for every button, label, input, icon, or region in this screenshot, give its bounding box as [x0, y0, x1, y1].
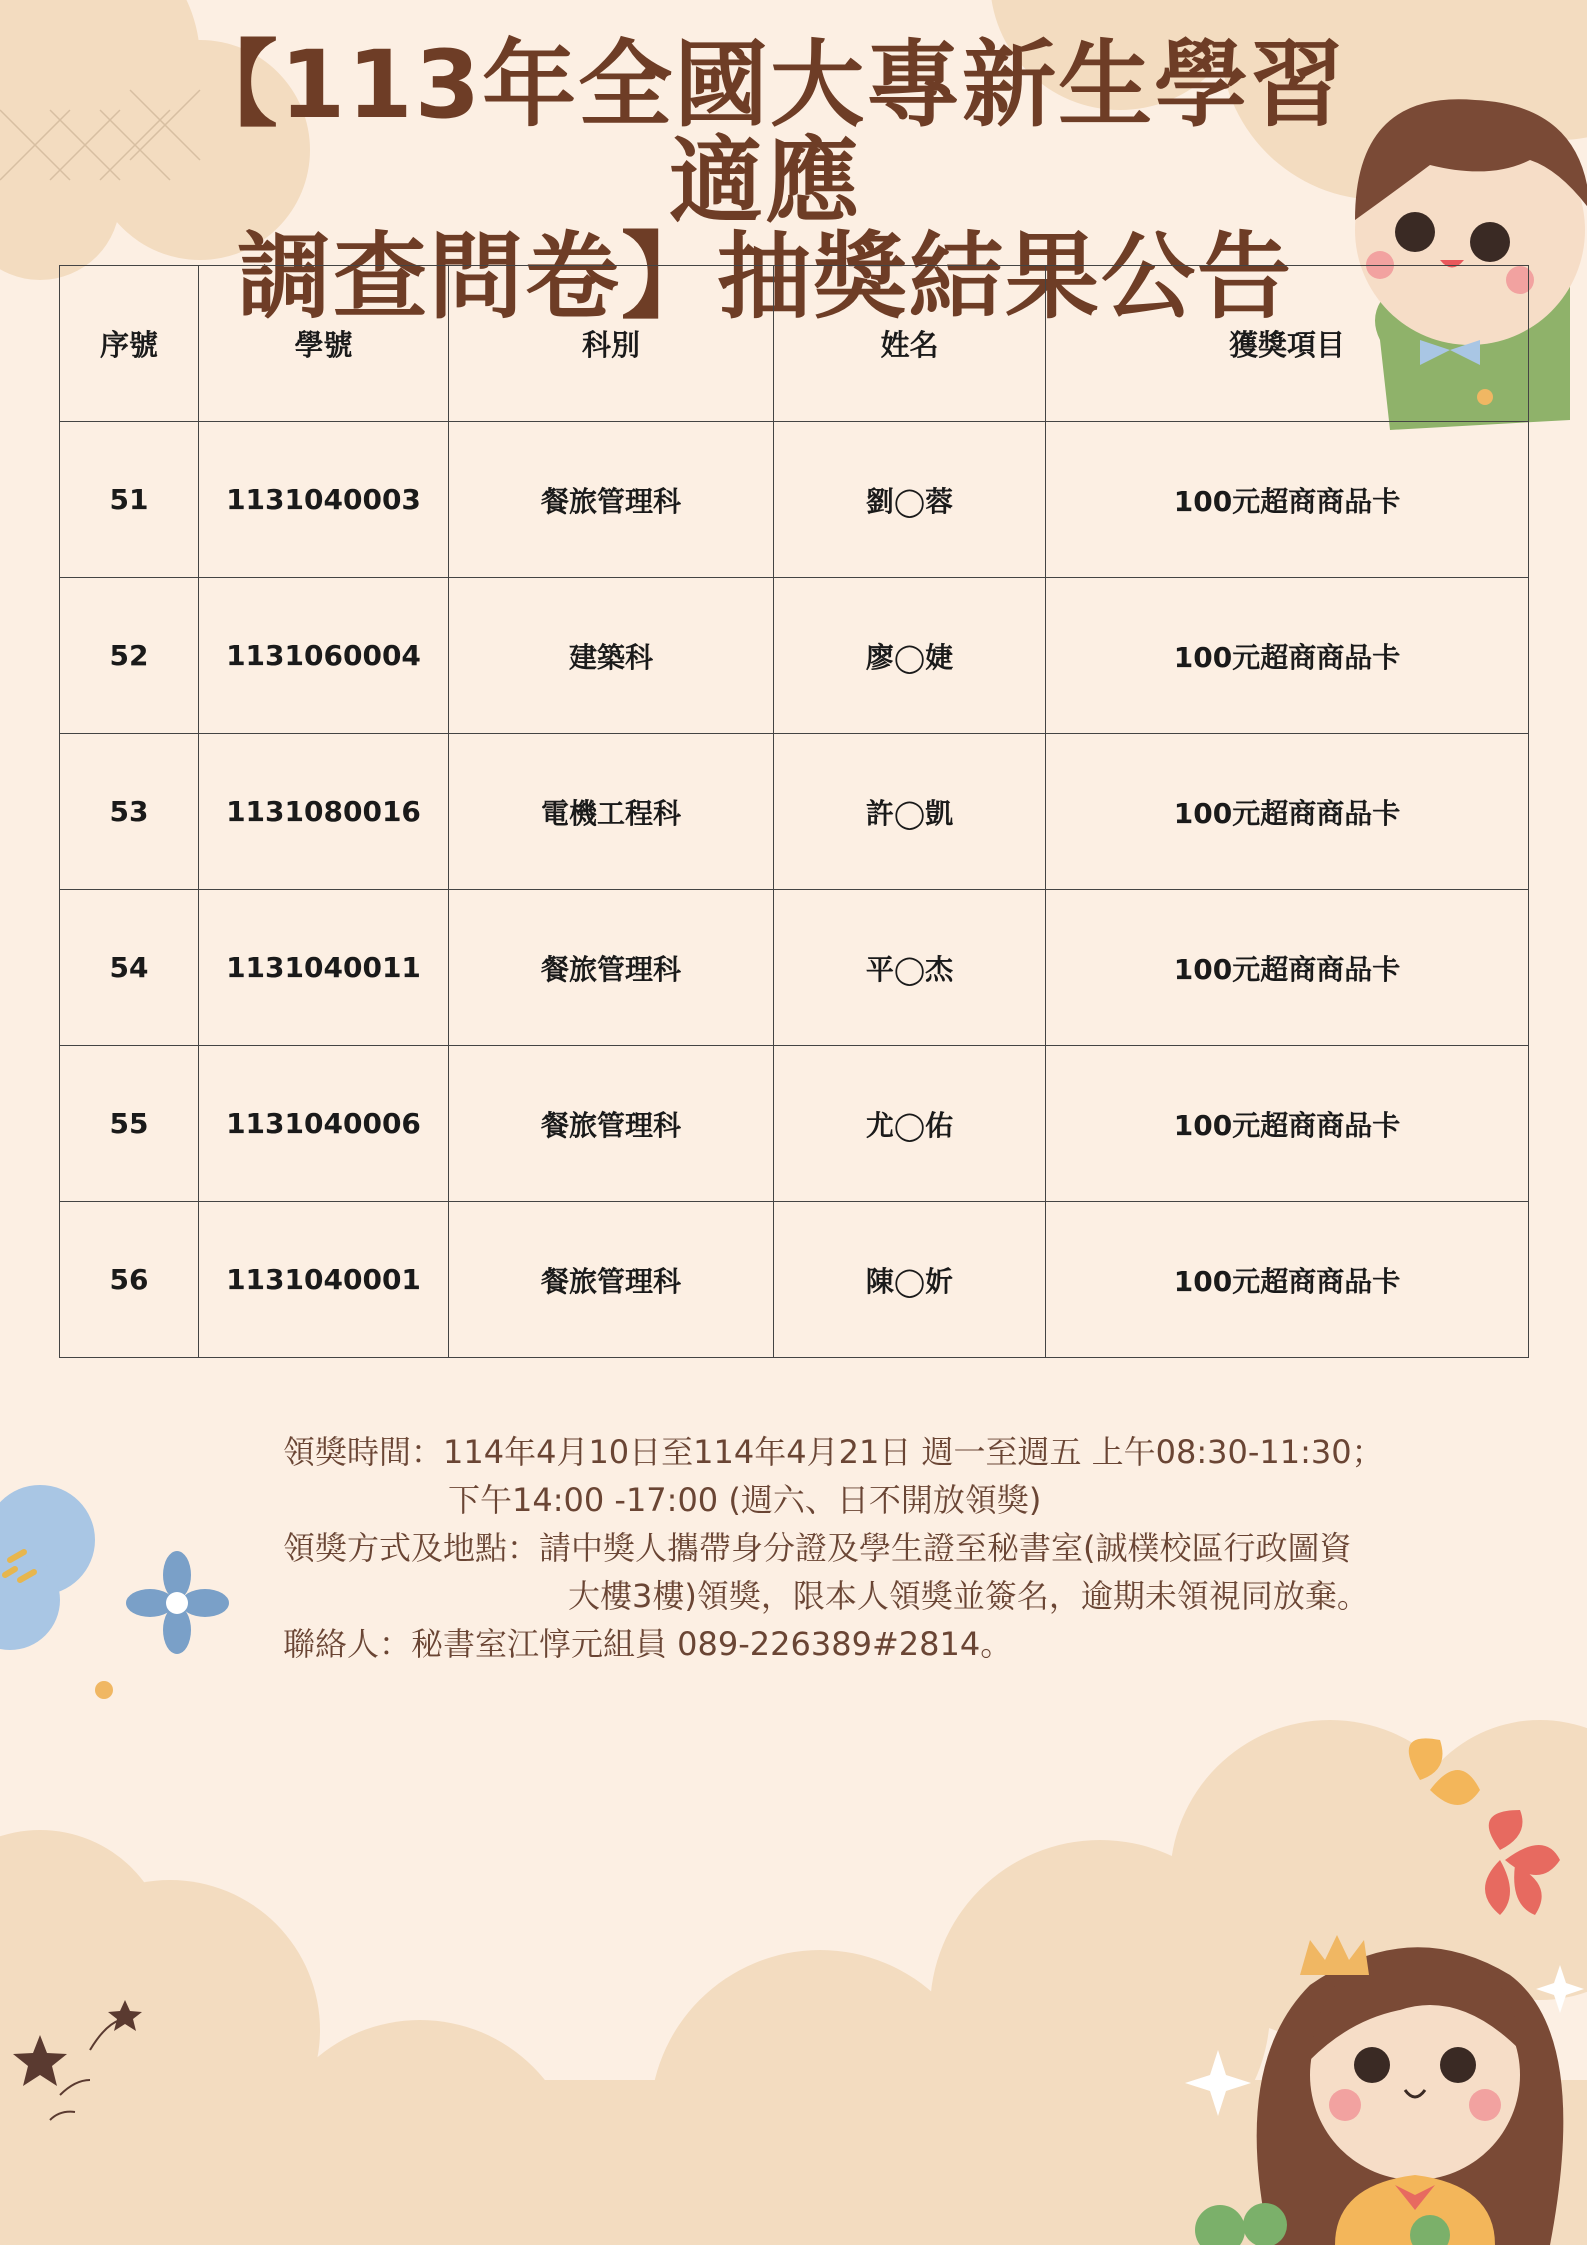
table-row — [60, 734, 1529, 890]
cell-index: 55 — [60, 1046, 199, 1202]
cell-name: 劉◯蓉 — [774, 422, 1046, 578]
cell-department: 電機工程科 — [449, 734, 774, 890]
claim-time: 領獎時間：114年4月10日至114年4月21日 週一至週五 上午08:30-11:30； — [283, 1433, 1384, 1471]
cell-department: 建築科 — [449, 578, 774, 734]
table-row — [60, 890, 1529, 1046]
cell-index: 51 — [60, 422, 199, 578]
table-row — [60, 1046, 1529, 1202]
table-header-row — [60, 266, 1529, 422]
cell-prize: 100元超商商品卡 — [1046, 1202, 1529, 1358]
cell-index: 56 — [60, 1202, 199, 1358]
cell-department: 餐旅管理科 — [449, 422, 774, 578]
cell-student-id: 1131060004 — [199, 578, 449, 734]
claim-place-continued: 大樓3樓)領獎，限本人領獎並簽名，逾期未領視同放棄。 — [568, 1577, 1369, 1615]
cell-prize: 100元超商商品卡 — [1046, 890, 1529, 1046]
cell-index: 52 — [60, 578, 199, 734]
cell-prize: 100元超商商品卡 — [1046, 422, 1529, 578]
table-row — [60, 422, 1529, 578]
header-name: 姓名 — [774, 266, 1046, 422]
cell-student-id: 1131040001 — [199, 1202, 449, 1358]
cell-department: 餐旅管理科 — [449, 1046, 774, 1202]
header-prize: 獲獎項目 — [1046, 266, 1529, 422]
cell-name: 許◯凱 — [774, 734, 1046, 890]
title-line-2: 調查問卷】抽獎結果公告 — [236, 223, 1293, 332]
cell-student-id: 1131040011 — [199, 890, 449, 1046]
cell-name: 陳◯妡 — [774, 1202, 1046, 1358]
cell-index: 53 — [60, 734, 199, 890]
claim-notice — [283, 1428, 1483, 1668]
cell-student-id: 1131040003 — [199, 422, 449, 578]
cell-name: 平◯杰 — [774, 890, 1046, 1046]
cell-index: 54 — [60, 890, 199, 1046]
results-table — [59, 265, 1529, 1358]
cell-student-id: 1131080016 — [199, 734, 449, 890]
yellow-dot — [95, 1681, 113, 1699]
cell-department: 餐旅管理科 — [449, 890, 774, 1046]
blue-cloud-left — [0, 1485, 95, 1650]
contact-info: 聯絡人：秘書室江惇元組員 089-226389#2814。 — [283, 1625, 1013, 1663]
cell-prize: 100元超商商品卡 — [1046, 1046, 1529, 1202]
cell-prize: 100元超商商品卡 — [1046, 734, 1529, 890]
claim-time-continued: 下午14:00 -17:00 (週六、日不開放領獎) — [448, 1481, 1042, 1519]
cell-student-id: 1131040006 — [199, 1046, 449, 1202]
cell-prize: 100元超商商品卡 — [1046, 578, 1529, 734]
cell-name: 廖◯婕 — [774, 578, 1046, 734]
header-student-id: 學號 — [199, 266, 449, 422]
header-index: 序號 — [60, 266, 199, 422]
table-row — [60, 578, 1529, 734]
cell-department: 餐旅管理科 — [449, 1202, 774, 1358]
title-line-1: 【113年全國大專新生學習適應 — [183, 31, 1347, 236]
claim-place: 領獎方式及地點：請中獎人攜帶身分證及學生證至秘書室(誠樸校區行政圖資 — [283, 1529, 1352, 1567]
cell-name: 尤◯佑 — [774, 1046, 1046, 1202]
table-row — [60, 1202, 1529, 1358]
header-department: 科別 — [449, 266, 774, 422]
blue-flower — [126, 1551, 229, 1654]
